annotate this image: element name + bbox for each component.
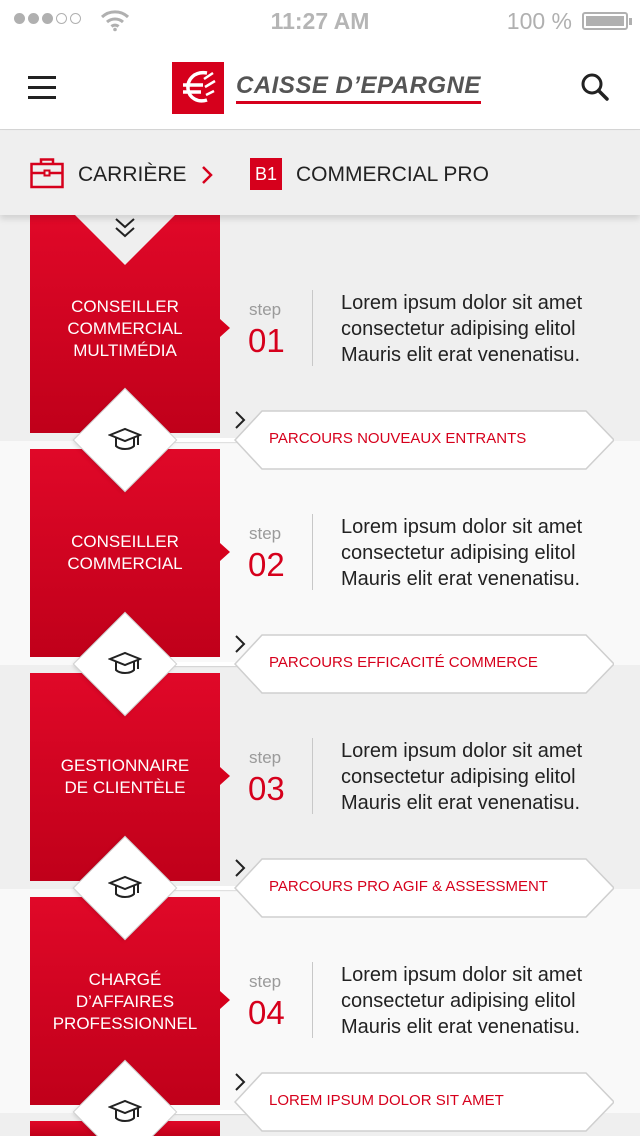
briefcase-icon xyxy=(30,157,64,189)
step-number: 02 xyxy=(248,546,285,583)
squirrel-logo-icon xyxy=(172,62,224,114)
step-pointer xyxy=(220,319,230,337)
brand-logo[interactable] xyxy=(172,62,481,114)
step-pointer xyxy=(220,543,230,561)
graduation-cap-icon xyxy=(108,651,142,677)
chevron-right-icon xyxy=(234,410,246,430)
battery-percentage: 100 % xyxy=(506,8,572,34)
course-link-button[interactable] xyxy=(234,634,614,694)
graduation-cap-icon xyxy=(108,875,142,901)
search-icon[interactable] xyxy=(580,72,610,102)
course-link-label: PARCOURS EFFICACITÉ COMMERCE xyxy=(269,654,538,671)
app-header xyxy=(0,40,640,130)
step-title: CHARGÉ D’AFFAIRES PROFESSIONNEL xyxy=(52,970,198,1033)
step-divider xyxy=(312,738,313,814)
step-label: step xyxy=(249,524,282,543)
step-number: 04 xyxy=(248,994,285,1031)
step-divider xyxy=(312,962,313,1038)
course-link-label: PARCOURS PRO AGIF & ASSESSMENT xyxy=(269,878,548,895)
course-link-button[interactable] xyxy=(234,858,614,918)
step-pointer xyxy=(220,767,230,785)
hamburger-icon[interactable] xyxy=(28,76,58,100)
step-pointer xyxy=(220,991,230,1009)
course-link-button[interactable] xyxy=(234,410,614,470)
breadcrumb-item-carriere[interactable]: CARRIÈRE xyxy=(78,163,187,186)
scroll-up-notch xyxy=(30,215,220,265)
step-description: Lorem ipsum dolor sit amet consectetur adipising elitol Mauris elit erat venenatisu. xyxy=(341,292,583,366)
step-divider xyxy=(312,514,313,590)
step-label: step xyxy=(249,300,282,319)
step-label: step xyxy=(249,972,282,991)
clock: 11:27 AM xyxy=(270,8,370,34)
chevron-right-icon xyxy=(200,165,214,185)
level-badge: B1 xyxy=(250,158,282,190)
graduation-cap-icon xyxy=(108,1099,142,1125)
graduation-cap-icon xyxy=(108,427,142,453)
step-title: GESTIONNAIRE DE CLIENTÈLE xyxy=(60,756,190,797)
step-divider xyxy=(312,290,313,366)
step-description: Lorem ipsum dolor sit amet consectetur adipising elitol Mauris elit erat venenatisu. xyxy=(341,516,583,590)
course-link-label: LOREM IPSUM DOLOR SIT AMET xyxy=(269,1092,504,1109)
step-title: CONSEILLER COMMERCIAL MULTIMÉDIA xyxy=(67,297,183,360)
step-label: step xyxy=(249,748,282,767)
chevron-right-icon xyxy=(234,634,246,654)
course-link-label: PARCOURS NOUVEAUX ENTRANTS xyxy=(269,430,527,447)
step-description: Lorem ipsum dolor sit amet consectetur adipising elitol Mauris elit erat venenatisu. xyxy=(341,740,583,814)
status-bar xyxy=(0,0,640,40)
step-number: 01 xyxy=(248,322,285,359)
chevron-right-icon xyxy=(234,1072,246,1092)
breadcrumb xyxy=(0,131,640,215)
step-description: Lorem ipsum dolor sit amet consectetur adipising elitol Mauris elit erat venenatisu. xyxy=(341,964,583,1038)
breadcrumb-item-commercial-pro[interactable]: COMMERCIAL PRO xyxy=(296,163,489,186)
battery-icon xyxy=(582,12,628,30)
step-number: 03 xyxy=(248,770,285,807)
chevron-right-icon xyxy=(234,858,246,878)
step-title: CONSEILLER COMMERCIAL xyxy=(67,532,183,573)
course-link-button[interactable] xyxy=(234,1072,614,1132)
brand-name: CAISSE D’EPARGNE xyxy=(236,73,481,104)
